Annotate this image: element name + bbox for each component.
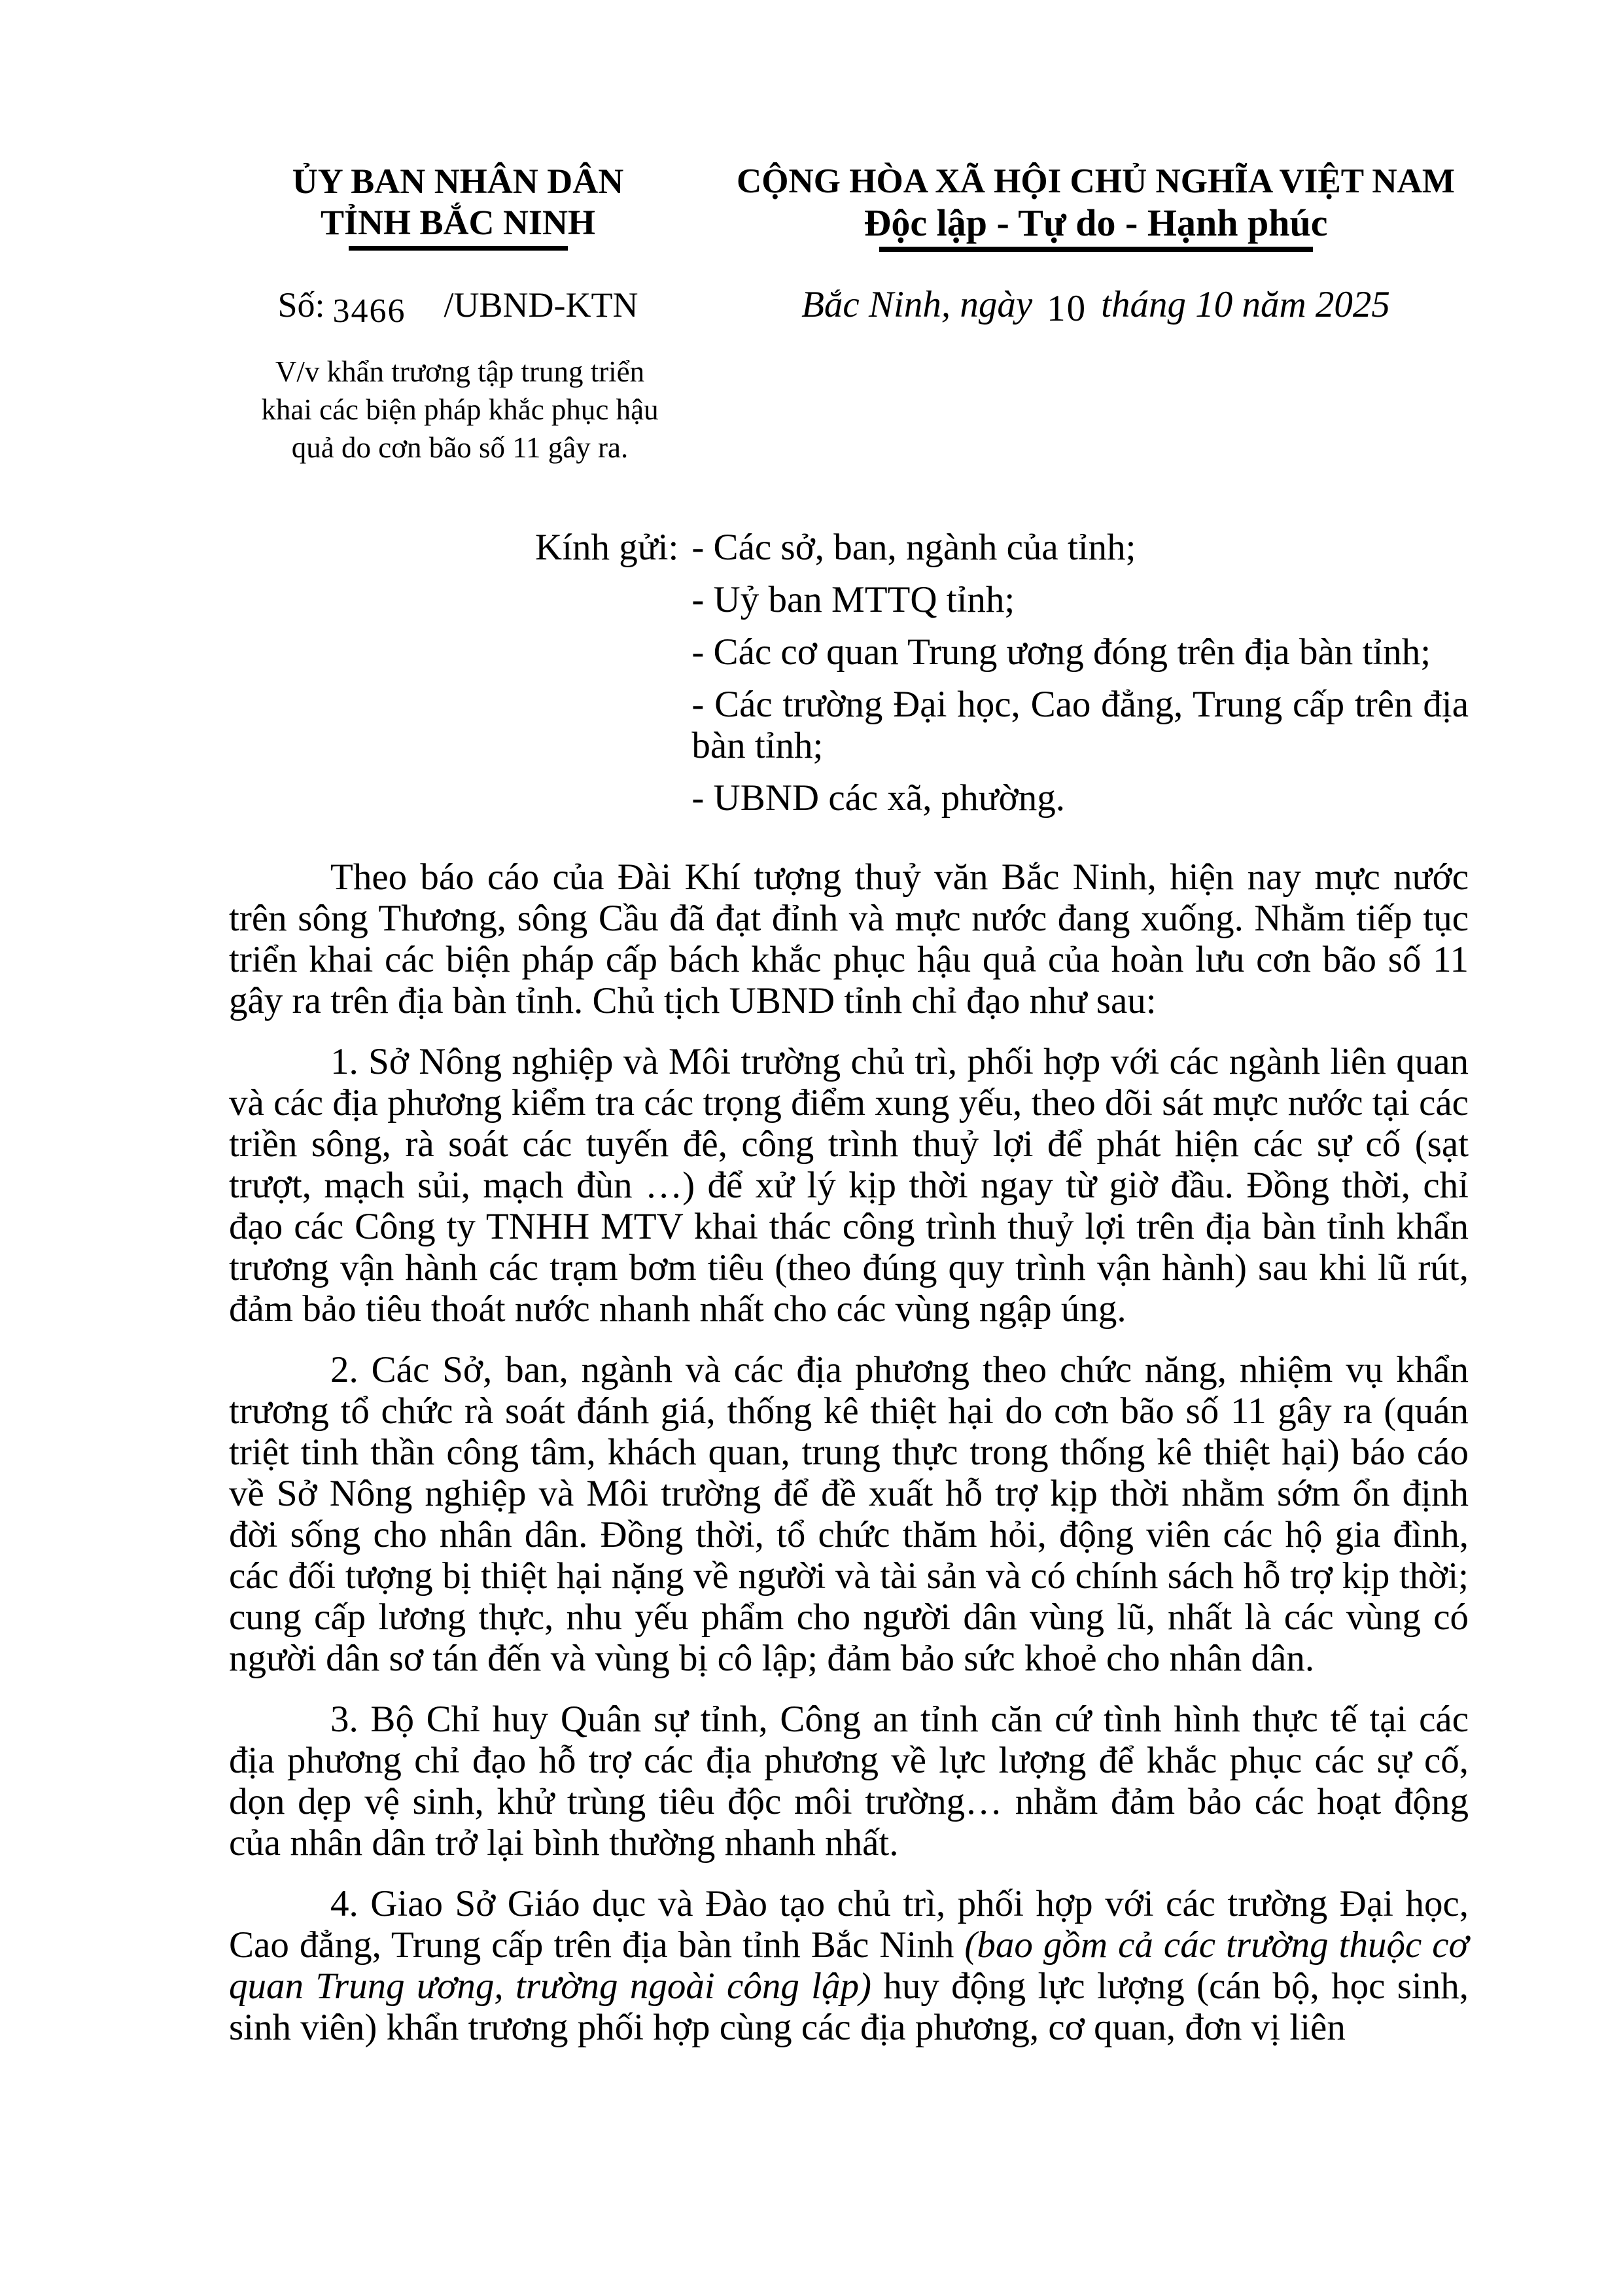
national-title: CỘNG HÒA XÃ HỘI CHỦ NGHĨA VIỆT NAM — [737, 162, 1455, 200]
paragraph-1: 1. Sở Nông nghiệp và Môi trường chủ trì, phối hợp với các ngành liên quan và các địa phương kiểm tra các trọng điểm xung yếu, theo dõi sát mực nước tại các triền sông, rà soát các tuyến đê, công trình thuỷ lợi để phát hiện các sự cố (sạt trượt, mạch sủi, mạch đùn …) để xử lý kịp thời ngay từ giờ đầu. Đồng thời, chỉ đạo các Công ty TNHH MTV khai thác công trình thuỷ lợi trên địa bàn tỉnh khẩn trương vận hành các trạm bơm tiêu (theo đúng quy trình vận hành) sau khi lũ rút, đảm bảo tiêu thoát nước nhanh nhất cho các vùng ngập úng. — [229, 1041, 1469, 1330]
doc-number-suffix: /UBND-KTN — [444, 285, 638, 325]
subject-block — [234, 353, 686, 467]
recipient-item: - Các sở, ban, ngành của tỉnh; — [691, 527, 1136, 568]
document-header — [229, 161, 1469, 252]
paragraph-2: 2. Các Sở, ban, ngành và các địa phương theo chức năng, nhiệm vụ khẩn trương tổ chức rà soát đánh giá, thống kê thiệt hại do cơn bão số 11 gây ra (quán triệt tinh thần công tâm, khách quan, trung thực trong thống kê thiệt hại) báo cáo về Sở Nông nghiệp và Môi trường để đề xuất hỗ trợ kịp thời nhằm sớm ổn định đời sống cho nhân dân. Đồng thời, tổ chức thăm hỏi, động viên các hộ gia đình, các đối tượng bị thiệt hại nặng về người và tài sản và có chính sách hỗ trợ kịp thời; cung cấp lương thực, nhu yếu phẩm cho người dân vùng lũ, nhất là các vùng có người dân sơ tán đến và vùng bị cô lập; đảm bảo sức khoẻ cho nhân dân. — [229, 1349, 1469, 1679]
place-date-day: 10 — [1047, 288, 1087, 329]
motto-underline — [879, 247, 1313, 252]
national-motto: Độc lập - Tự do - Hạnh phúc — [864, 202, 1328, 244]
doc-number — [277, 285, 638, 330]
doc-number-value: 3466 — [332, 292, 406, 330]
paragraph-3: 3. Bộ Chỉ huy Quân sự tỉnh, Công an tỉnh căn cứ tình hình thực tế tại các địa phương chỉ đạo hỗ trợ các địa phương về lực lượng để khắc phục các sự cố, dọn dẹp vệ sinh, khử trùng tiêu độc môi trường… nhằm đảm bảo các hoạt động của nhân dân trở lại bình thường nhanh nhất. — [229, 1699, 1469, 1863]
subject-line: quả do cơn bão số 11 gây ra. — [291, 431, 629, 464]
recipient-item: - Các trường Đại học, Cao đẳng, Trung cấp trên địa bàn tỉnh; — [691, 684, 1469, 766]
recipients-section — [229, 527, 1469, 819]
place-date-suffix: tháng 10 năm 2025 — [1101, 284, 1390, 325]
recipient-item: - Các cơ quan Trung ương đóng trên địa bàn tỉnh; — [691, 631, 1431, 673]
document-body — [229, 857, 1469, 2048]
issuer-name: ỦY BAN NHÂN DÂN — [292, 162, 624, 201]
place-date — [801, 284, 1390, 329]
doc-number-block — [229, 282, 687, 329]
recipients-label: Kính gửi: — [535, 527, 679, 568]
issuer-block — [229, 161, 687, 251]
subject-line: V/v khẩn trương tập trung triển — [275, 355, 645, 388]
paragraph-4-text: huy động lực lượng (cán bộ, học sinh, sinh viên) khẩn trương phối hợp cùng các địa phương, cơ quan, đơn vị liên — [229, 1966, 1469, 2048]
issuer-province: TỈNH BẮC NINH — [320, 203, 596, 242]
place-date-block — [723, 282, 1469, 328]
recipients-list — [691, 527, 1469, 819]
issuer-underline — [349, 246, 568, 251]
paragraph-4-italic-note: (bao gồm cả các trường thuộc cơ quan Trung ương, trường ngoài công lập) — [229, 1924, 1469, 2007]
paragraph-4 — [229, 1883, 1469, 2048]
paragraph-4-text: 4. Giao Sở Giáo dục và Đào tạo chủ trì, phối hợp với các trường Đại học, Cao đẳng, Trung cấp trên địa bàn tỉnh Bắc Ninh — [229, 1883, 1469, 1966]
header-row-2 — [229, 282, 1469, 329]
recipient-item: - UBND các xã, phường. — [691, 777, 1066, 819]
place-date-prefix: Bắc Ninh, ngày — [801, 284, 1033, 325]
paragraph-intro: Theo báo cáo của Đài Khí tượng thuỷ văn Bắc Ninh, hiện nay mực nước trên sông Thương, sông Cầu đã đạt đỉnh và mực nước đang xuống. Nhằm tiếp tục triển khai các biện pháp cấp bách khắc phục hậu quả của hoàn lưu cơn bão số 11 gây ra trên địa bàn tỉnh. Chủ tịch UBND tỉnh chỉ đạo như sau: — [229, 857, 1469, 1021]
national-block — [723, 161, 1469, 252]
doc-number-label: Số: — [277, 285, 325, 325]
recipient-item: - Uỷ ban MTTQ tỉnh; — [691, 579, 1015, 620]
subject-line: khai các biện pháp khắc phục hậu — [261, 393, 659, 426]
